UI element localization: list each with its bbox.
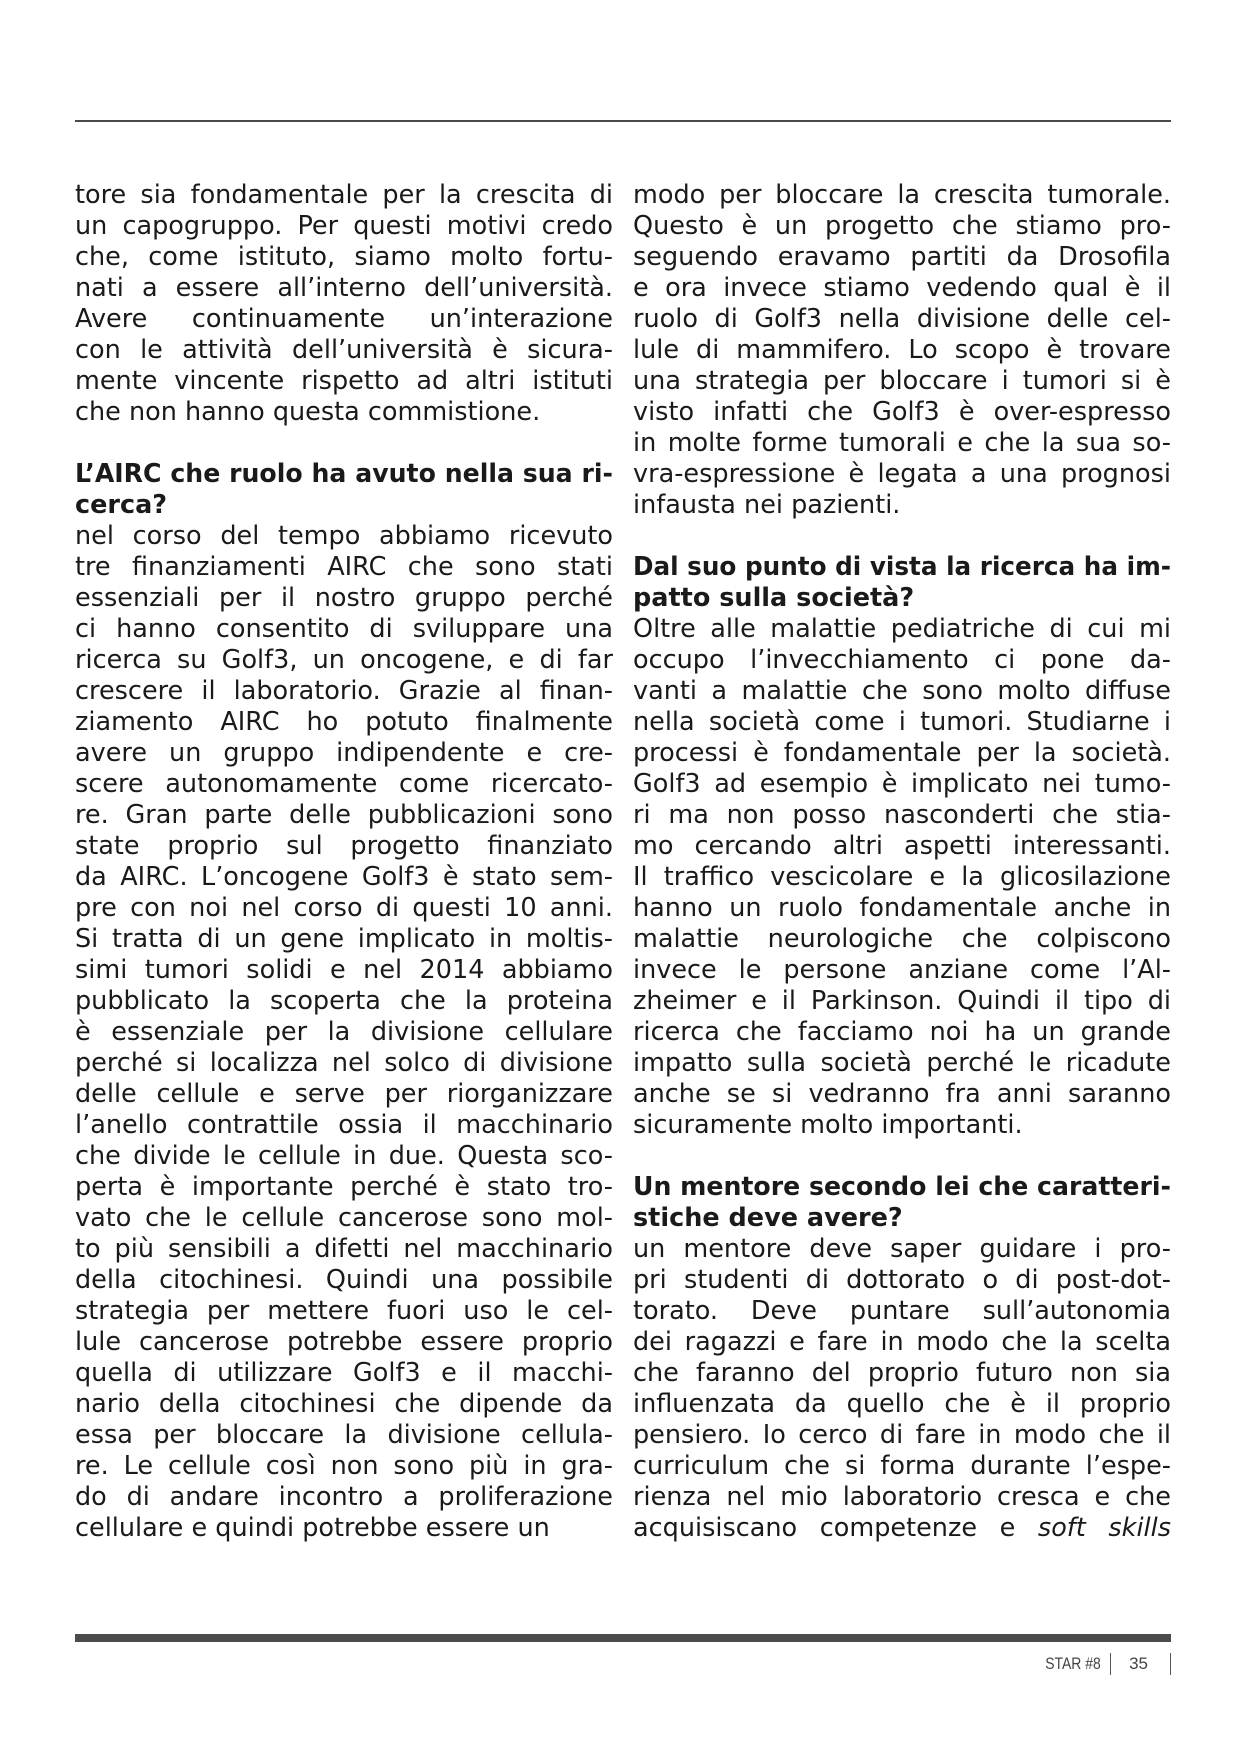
- answer-paragraph: [633, 1234, 1171, 1544]
- text-line: pubblicato la scoperta che la proteina: [75, 986, 613, 1016]
- text-line: della citochinesi. Quindi una possibile: [75, 1265, 613, 1295]
- text-line: pre con noi nel corso di questi 10 anni.: [75, 893, 613, 923]
- text-line: vra-espressione è legata a una prognosi: [633, 459, 1171, 489]
- footer-separator: [1110, 1653, 1111, 1675]
- text-line: che divide le cellule in due. Questa sco-: [75, 1141, 613, 1171]
- question-heading: [75, 459, 613, 521]
- text-line: un capogruppo. Per questi motivi credo: [75, 211, 613, 241]
- text-line: torato. Deve puntare sull’autonomia: [633, 1296, 1171, 1326]
- text-line: occupo l’invecchiamento ci pone da-: [633, 645, 1171, 675]
- text-line: curriculum che si forma durante l’espe-: [633, 1451, 1171, 1481]
- text-line: pensiero. Io cerco di fare in modo che il: [633, 1420, 1171, 1450]
- text-line: ricerca su Golf3, un oncogene, e di far: [75, 645, 613, 675]
- magazine-name: STAR #8: [1045, 1654, 1102, 1673]
- text-line: in molte forme tumorali e che la sua so-: [633, 428, 1171, 458]
- text-line: e ora invece stiamo vedendo qual è il: [633, 273, 1171, 303]
- text-line: impatto sulla società perché le ricadute: [633, 1048, 1171, 1078]
- text-line: essenziali per il nostro gruppo perché: [75, 583, 613, 613]
- text-line: ci hanno consentito di sviluppare una: [75, 614, 613, 644]
- heading-line: cerca?: [75, 490, 168, 520]
- answer-paragraph: [75, 180, 613, 428]
- text-line: invece le persone anziane come l’Al-: [633, 955, 1171, 985]
- text-line: re. Le cellule così non sono più in gra-: [75, 1451, 613, 1481]
- final-line-text: acquisiscano competenze e: [633, 1513, 1038, 1543]
- text-line: scere autonomamente come ricercato-: [75, 769, 613, 799]
- heading-line: stiche deve avere?: [633, 1203, 903, 1233]
- text-line: infausta nei pazienti.: [633, 490, 901, 520]
- text-line: quella di utilizzare Golf3 e il macchi-: [75, 1358, 613, 1388]
- text-line: avere un gruppo indipendente e cre-: [75, 738, 613, 768]
- text-line: nario della citochinesi che dipende da: [75, 1389, 613, 1419]
- text-line: hanno un ruolo fondamentale anche in: [633, 893, 1171, 923]
- answer-paragraph: [633, 180, 1171, 521]
- text-line: seguendo eravamo partiti da Drosofila: [633, 242, 1171, 272]
- paragraph-gap: [75, 428, 613, 459]
- text-line: delle cellule e serve per riorganizzare: [75, 1079, 613, 1109]
- text-line: sicuramente molto importanti.: [633, 1110, 1023, 1140]
- text-line: Il traffico vescicolare e la glicosilazione: [633, 862, 1171, 892]
- text-line: modo per bloccare la crescita tumorale.: [633, 180, 1171, 210]
- top-rule: [75, 120, 1171, 122]
- question-heading: [633, 1172, 1171, 1234]
- page-footer: [1033, 1652, 1171, 1676]
- text-line: malattie neurologiche che colpiscono: [633, 924, 1171, 954]
- text-line: che faranno del proprio futuro non sia: [633, 1358, 1171, 1388]
- text-line: ricerca che facciamo noi ha un grande: [633, 1017, 1171, 1047]
- heading-line: patto sulla società?: [633, 583, 915, 613]
- text-line: tre finanziamenti AIRC che sono stati: [75, 552, 613, 582]
- text-line: zheimer e il Parkinson. Quindi il tipo di: [633, 986, 1171, 1016]
- text-line: un mentore deve saper guidare i pro-: [633, 1234, 1171, 1264]
- heading-line: Un mentore secondo lei che caratteri-: [633, 1172, 1171, 1202]
- answer-paragraph: [633, 614, 1171, 1141]
- text-line-final: [633, 1513, 1171, 1544]
- text-line: ri ma non posso nasconderti che stia-: [633, 800, 1171, 830]
- text-line: vato che le cellule cancerose sono mol-: [75, 1203, 613, 1233]
- text-line: da AIRC. L’oncogene Golf3 è stato sem-: [75, 862, 613, 892]
- text-line: perché si localizza nel solco di divisione: [75, 1048, 613, 1078]
- page-number: 35: [1129, 1654, 1148, 1673]
- text-line: Si tratta di un gene implicato in moltis-: [75, 924, 613, 954]
- text-line: ziamento AIRC ho potuto finalmente: [75, 707, 613, 737]
- text-line: che, come istituto, siamo molto fortu-: [75, 242, 613, 272]
- text-line: Avere continuamente un’interazione: [75, 304, 613, 334]
- right-column: [633, 180, 1171, 1544]
- text-line: lule cancerose potrebbe essere proprio: [75, 1327, 613, 1357]
- text-line: nella società come i tumori. Studiarne i: [633, 707, 1171, 737]
- text-line: anche se si vedranno fra anni saranno: [633, 1079, 1171, 1109]
- text-line: Golf3 ad esempio è implicato nei tumo-: [633, 769, 1171, 799]
- text-line: con le attività dell’università è sicura-: [75, 335, 613, 365]
- text-line: dei ragazzi e fare in modo che la scelta: [633, 1327, 1171, 1357]
- text-line: do di andare incontro a proliferazione: [75, 1482, 613, 1512]
- text-line: processi è fondamentale per la società.: [633, 738, 1171, 768]
- text-line: vanti a malattie che sono molto diffuse: [633, 676, 1171, 706]
- text-line: visto infatti che Golf3 è over-espresso: [633, 397, 1171, 427]
- text-line: rienza nel mio laboratorio cresca e che: [633, 1482, 1171, 1512]
- text-line: una strategia per bloccare i tumori si è: [633, 366, 1171, 396]
- heading-line: Dal suo punto di vista la ricerca ha im-: [633, 552, 1172, 582]
- italic-term: soft skills: [1037, 1513, 1171, 1543]
- text-line: mente vincente rispetto ad altri istituti: [75, 366, 613, 396]
- text-line: tore sia fondamentale per la crescita di: [75, 180, 613, 210]
- paragraph-gap: [633, 521, 1171, 552]
- answer-paragraph: [75, 521, 613, 1544]
- text-line: l’anello contrattile ossia il macchinario: [75, 1110, 613, 1140]
- question-heading: [633, 552, 1171, 614]
- text-line: è essenziale per la divisione cellulare: [75, 1017, 613, 1047]
- text-line: influenzata da quello che è il proprio: [633, 1389, 1171, 1419]
- text-line: ruolo di Golf3 nella divisione delle cel-: [633, 304, 1171, 334]
- text-line: re. Gran parte delle pubblicazioni sono: [75, 800, 613, 830]
- text-line: perta è importante perché è stato tro-: [75, 1172, 613, 1202]
- text-line: simi tumori solidi e nel 2014 abbiamo: [75, 955, 613, 985]
- text-line: Oltre alle malattie pediatriche di cui mi: [633, 614, 1171, 644]
- text-line: Questo è un progetto che stiamo pro-: [633, 211, 1171, 241]
- text-line: strategia per mettere fuori uso le cel-: [75, 1296, 613, 1326]
- text-line: crescere il laboratorio. Grazie al finan-: [75, 676, 613, 706]
- footer-separator-end: [1170, 1653, 1171, 1675]
- text-line: che non hanno questa commistione.: [75, 397, 541, 427]
- text-line: cellulare e quindi potrebbe essere un: [75, 1513, 550, 1543]
- text-line: lule di mammifero. Lo scopo è trovare: [633, 335, 1171, 365]
- text-line: nati a essere all’interno dell’università.: [75, 273, 613, 303]
- bottom-rule: [75, 1634, 1171, 1642]
- text-line: essa per bloccare la divisione cellula-: [75, 1420, 613, 1450]
- text-line: nel corso del tempo abbiamo ricevuto: [75, 521, 613, 551]
- left-column: [75, 180, 613, 1544]
- text-line: state proprio sul progetto finanziato: [75, 831, 613, 861]
- text-line: to più sensibili a difetti nel macchinario: [75, 1234, 613, 1264]
- heading-line: L’AIRC che ruolo ha avuto nella sua ri-: [75, 459, 613, 489]
- text-line: mo cercando altri aspetti interessanti.: [633, 831, 1171, 861]
- text-line: pri studenti di dottorato o di post-dot-: [633, 1265, 1171, 1295]
- paragraph-gap: [633, 1141, 1171, 1172]
